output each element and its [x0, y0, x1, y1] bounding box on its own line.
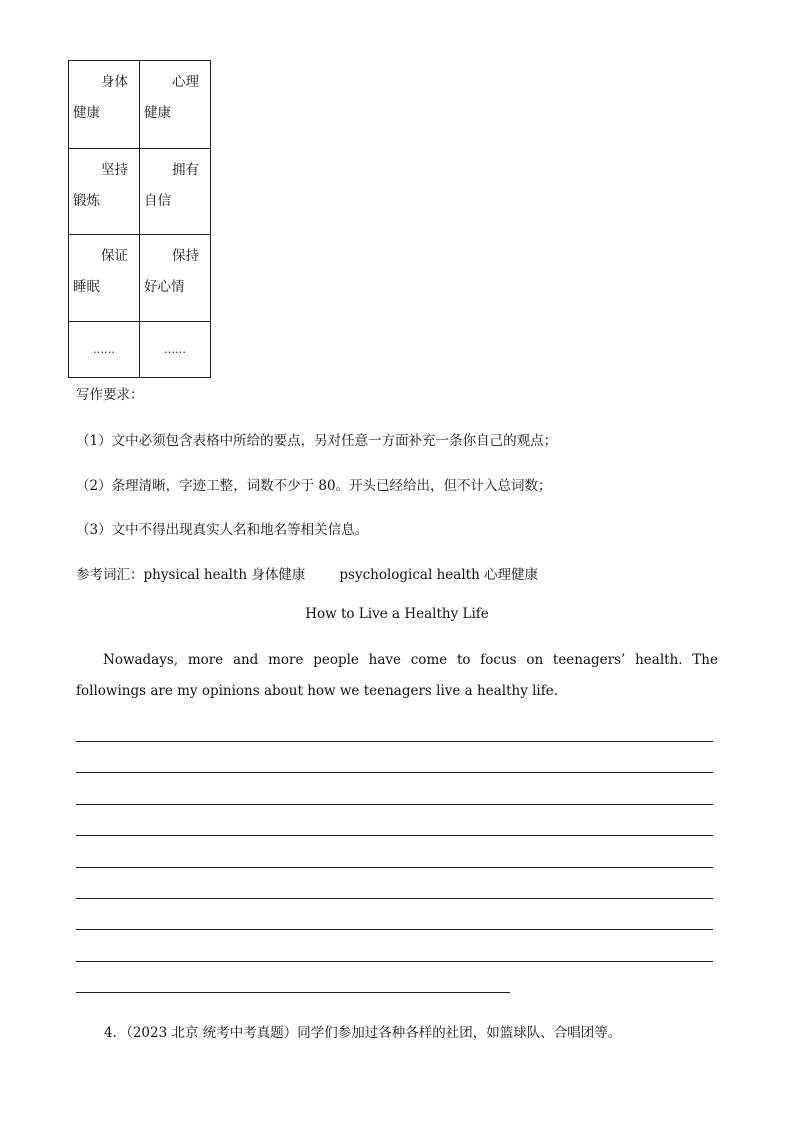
- essay-opening: Nowadays, more and more people have come to focus on teenagers’ health. The followings are my opinions about how we teenagers live a healthy life.: [76, 652, 718, 699]
- answer-line: [76, 867, 713, 868]
- answer-line: [76, 961, 713, 962]
- points-table: [68, 60, 211, 378]
- table-cell: ……: [140, 322, 211, 378]
- table-row: [69, 149, 211, 235]
- answer-line: [76, 898, 713, 899]
- reference-term: physical health 身体健康: [143, 567, 306, 583]
- table-cell: ……: [69, 322, 140, 378]
- table-cell: 坚持锻炼: [69, 149, 140, 235]
- requirements-heading: 写作要求：: [76, 387, 144, 403]
- essay-title: How to Live a Healthy Life: [305, 606, 489, 622]
- requirement-item: （2）条理清晰，字迹工整，词数不少于 80。开头已经给出，但不计入总词数；: [76, 478, 552, 494]
- requirement-item: （1）文中必须包含表格中所给的要点，另对任意一方面补充一条你自己的观点；: [76, 433, 558, 449]
- table-cell: 身体健康: [69, 61, 140, 149]
- table-row: [69, 61, 211, 149]
- table-row: [69, 322, 211, 378]
- answer-line: [76, 992, 510, 993]
- answer-line: [76, 835, 713, 836]
- table-cell: 心理健康: [140, 61, 211, 149]
- reference-vocabulary: [76, 563, 538, 583]
- table-cell: 保证睡眠: [69, 235, 140, 322]
- table-row: [69, 235, 211, 322]
- answer-line: [76, 772, 713, 773]
- table-cell: 拥有自信: [140, 149, 211, 235]
- table-cell: 保持好心情: [140, 235, 211, 322]
- requirement-item: （3）文中不得出现真实人名和地名等相关信息。: [76, 522, 369, 538]
- next-question: 4．（2023 北京 统考中考真题）同学们参加过各种各样的社团，如篮球队、合唱团等。: [104, 1025, 622, 1041]
- reference-term: psychological health 心理健康: [339, 567, 539, 583]
- answer-line: [76, 741, 713, 742]
- reference-label: 参考词汇：: [76, 567, 144, 583]
- answer-line: [76, 804, 713, 805]
- answer-line: [76, 929, 713, 930]
